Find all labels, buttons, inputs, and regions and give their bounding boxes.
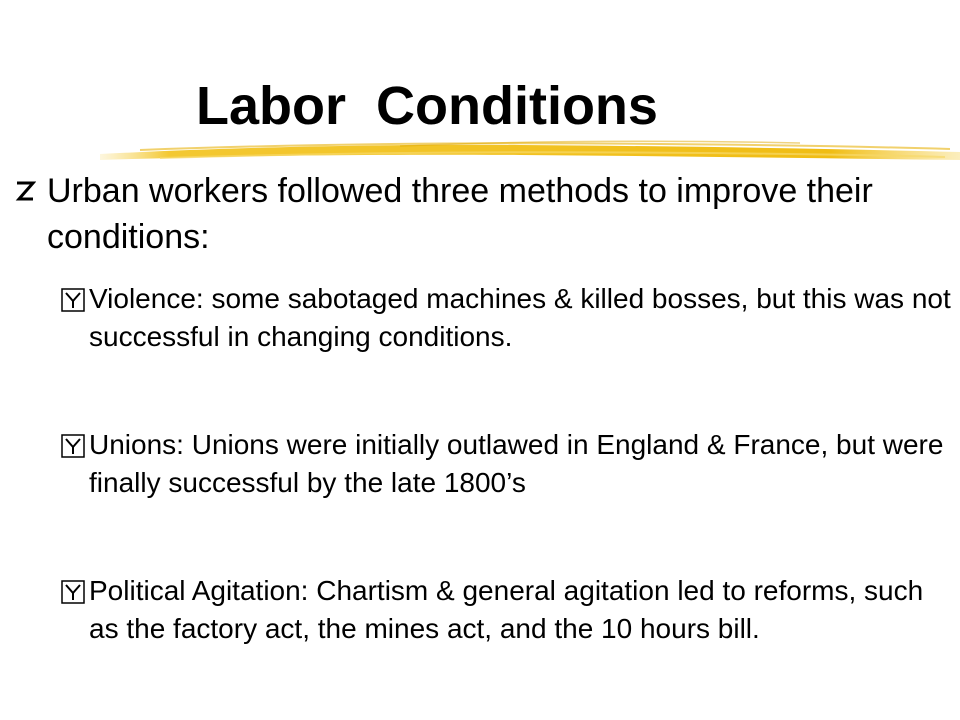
main-bullet-text: Urban workers followed three methods to improve their conditions: — [47, 172, 873, 256]
sub-bullet-text: Unions: Unions were initially outlawed in England & France, but were finally successful by the late 1800’s — [89, 429, 944, 498]
sub-bullet-violence — [89, 280, 951, 356]
y-bullet-icon — [61, 580, 85, 604]
y-bullet-icon — [61, 288, 85, 312]
main-bullet — [44, 168, 947, 260]
y-bullet-icon — [61, 434, 85, 458]
slide-title: Labor Conditions — [196, 76, 658, 136]
sub-bullet-political-agitation — [89, 572, 951, 648]
z-bullet-icon — [14, 180, 36, 202]
sub-bullet-text: Political Agitation: Chartism & general agitation led to reforms, such as the factory act, the mines act, and the 10 hours bill. — [89, 575, 924, 644]
sub-bullet-unions — [89, 426, 951, 502]
sub-bullet-text: Violence: some sabotaged machines & killed bosses, but this was not successful in changing conditions. — [89, 283, 951, 352]
